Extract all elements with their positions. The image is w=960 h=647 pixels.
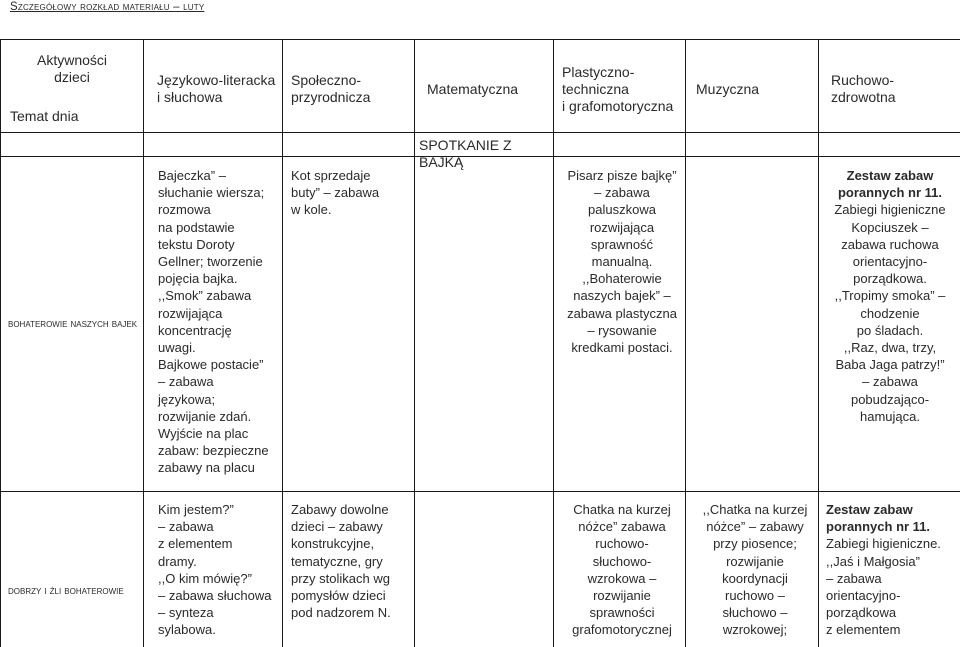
row2-jezykowo-literacka: Kim jestem?” – zabawa z elementem dramy. ,,O kim mówię?” – zabawa słuchowa – synteza sylabowa. (158, 502, 272, 638)
column-divider-4 (553, 39, 554, 647)
spotkanie-z-bajka-heading: SPOTKANIE Z BAJKĄ (419, 137, 512, 170)
column-divider-3 (414, 39, 415, 647)
row1-jezykowo-literacka: Bajeczka” – słuchanie wiersza; rozmowa na podstawie tekstu Doroty Gellner; tworzenie pojęcia bajka. ,,Smok” zabawa rozwijająca koncentrację uwagi. Bajkowe postacie” – zabawa językowa; rozwijanie zdań. Wyjście na plac zabaw: bezpieczne zabawy na placu (158, 168, 269, 476)
row1-plastyczno-techniczna: Pisarz pisze bajkę” – zabawa paluszkowa rozwijająca sprawność manualną. ,,Bohaterowie naszych bajek” – zabawa plastyczna – rysowanie kredkami postaci. (567, 168, 677, 356)
column-divider-1 (143, 39, 144, 647)
header-temat-dnia: Temat dnia (10, 108, 79, 124)
row1-ruchowo-zdrowotna: Zestaw zabaw porannych nr 11. Zabiegi higieniczne Kopciuszek – zabawa ruchowa orientacyjno- porządkowa. ,,Tropimy smoka” – chodzenie po śladach. ,,Raz, dwa, trzy, Baba Jaga patrzy!” – zabawa pobudzająco- hamująca. (834, 168, 946, 424)
header-muzyczna: Muzyczna (696, 81, 760, 97)
topic-row-2: dobrzy i źli bohaterowie (8, 585, 124, 597)
row2-ruchowo-zdrowotna: Zestaw zabaw porannych nr 11. Zabiegi higieniczne. ,,Jaś i Małgosia” – zabawa orientacyjno- porządkowa z elementem (826, 502, 941, 638)
header-plastyczno-techniczna: Plastyczno- techniczna i grafomotoryczna (562, 64, 674, 114)
header-matematyczna: Matematyczna (427, 81, 519, 97)
header-jezykowo-literacka: Językowo-literacka i słuchowa (157, 72, 276, 105)
row2-spoleczno-przyrodnicza: Zabawy dowolne dzieci – zabawy konstrukcyjne, tematyczne, gry przy stolikach wg pomysłów dzieci pod nadzorem N. (291, 502, 391, 621)
row-separator (0, 491, 960, 492)
topic-row-1: bohaterowie naszych bajek (8, 318, 138, 330)
row2-plastyczno-techniczna: Chatka na kurzej nóżce” zabawa ruchowo- słuchowo- wzrokowa – rozwijanie sprawności grafomotorycznej (572, 502, 672, 638)
column-divider-6 (818, 39, 819, 647)
document-title: Szczegółowy rozkład materiału – luty (10, 1, 205, 13)
row2-muzyczna: ,,Chatka na kurzej nóżce” – zabawy przy piosence; rozwijanie koordynacji ruchowo – słuchowo – wzrokowej; (702, 502, 808, 638)
column-divider-5 (685, 39, 686, 647)
table-border-top (0, 39, 960, 40)
table-border-left (0, 39, 1, 647)
header-spoleczno-przyrodnicza: Społeczno- przyrodnicza (291, 72, 371, 105)
column-divider-2 (282, 39, 283, 647)
row1-spoleczno-przyrodnicza: Kot sprzedaje buty” – zabawa w kole. (291, 168, 380, 218)
header-activities: Aktywności dzieci (36, 52, 108, 85)
header-ruchowo-zdrowotna: Ruchowo- zdrowotna (831, 72, 896, 105)
header-separator (0, 132, 960, 133)
